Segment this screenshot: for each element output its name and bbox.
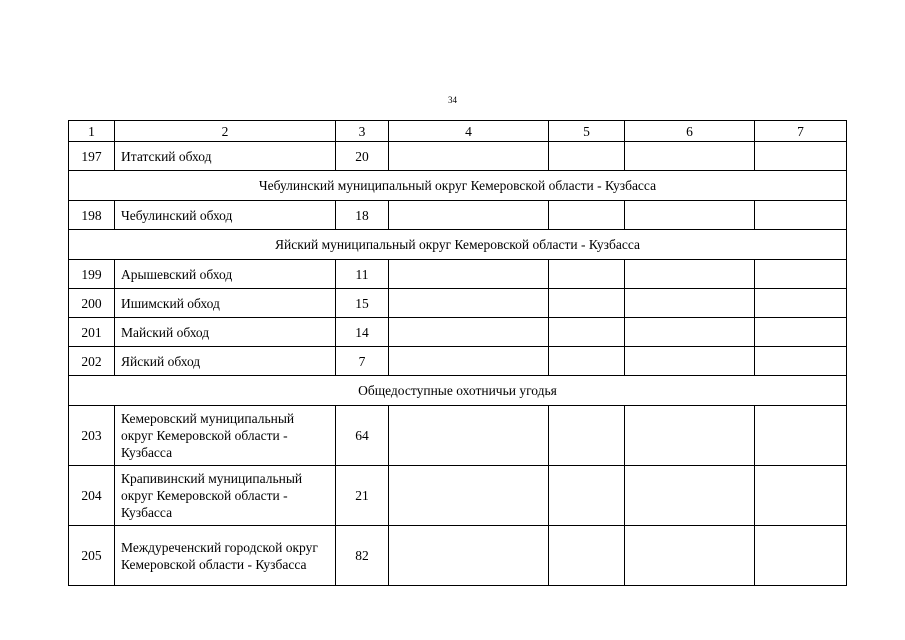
area-name: Ишимский обход xyxy=(115,289,336,318)
empty-cell xyxy=(549,406,625,466)
section-row xyxy=(69,171,847,201)
area-count: 15 xyxy=(336,289,389,318)
area-name: Итатский обход xyxy=(115,142,336,171)
empty-cell xyxy=(549,289,625,318)
hunting-grounds-table xyxy=(68,120,847,586)
area-count: 21 xyxy=(336,466,389,526)
empty-cell xyxy=(389,289,549,318)
empty-cell xyxy=(389,201,549,230)
empty-cell xyxy=(755,289,847,318)
table-row xyxy=(69,201,847,230)
empty-cell xyxy=(755,201,847,230)
empty-cell xyxy=(389,260,549,289)
empty-cell xyxy=(389,406,549,466)
row-number: 205 xyxy=(69,526,115,586)
empty-cell xyxy=(549,347,625,376)
empty-cell xyxy=(549,466,625,526)
area-count: 14 xyxy=(336,318,389,347)
empty-cell xyxy=(625,347,755,376)
empty-cell xyxy=(389,142,549,171)
table-row xyxy=(69,260,847,289)
row-number: 200 xyxy=(69,289,115,318)
row-number: 204 xyxy=(69,466,115,526)
section-title: Яйский муниципальный округ Кемеровской области - Кузбасса xyxy=(69,230,847,260)
empty-cell xyxy=(389,318,549,347)
section-title: Общедоступные охотничьи угодья xyxy=(69,376,847,406)
area-name: Междуреченский городской округ Кемеровской области - Кузбасса xyxy=(115,526,336,586)
section-row xyxy=(69,376,847,406)
empty-cell xyxy=(625,526,755,586)
table-row xyxy=(69,289,847,318)
area-name: Крапивинский муниципальный округ Кемеровской области - Кузбасса xyxy=(115,466,336,526)
area-name: Чебулинский обход xyxy=(115,201,336,230)
column-header: 7 xyxy=(755,121,847,142)
empty-cell xyxy=(625,201,755,230)
table-row xyxy=(69,406,847,466)
area-count: 82 xyxy=(336,526,389,586)
section-title: Чебулинский муниципальный округ Кемеровской области - Кузбасса xyxy=(69,171,847,201)
empty-cell xyxy=(625,260,755,289)
empty-cell xyxy=(755,526,847,586)
empty-cell xyxy=(549,526,625,586)
row-number: 199 xyxy=(69,260,115,289)
empty-cell xyxy=(755,347,847,376)
empty-cell xyxy=(549,318,625,347)
empty-cell xyxy=(625,466,755,526)
empty-cell xyxy=(755,466,847,526)
row-number: 201 xyxy=(69,318,115,347)
column-header: 2 xyxy=(115,121,336,142)
column-header: 5 xyxy=(549,121,625,142)
column-header: 1 xyxy=(69,121,115,142)
area-name: Яйский обход xyxy=(115,347,336,376)
empty-cell xyxy=(755,142,847,171)
column-number-header-row xyxy=(69,121,847,142)
column-header: 4 xyxy=(389,121,549,142)
empty-cell xyxy=(549,142,625,171)
area-count: 7 xyxy=(336,347,389,376)
empty-cell xyxy=(549,201,625,230)
row-number: 197 xyxy=(69,142,115,171)
empty-cell xyxy=(755,406,847,466)
row-number: 198 xyxy=(69,201,115,230)
row-number: 203 xyxy=(69,406,115,466)
column-header: 3 xyxy=(336,121,389,142)
section-row xyxy=(69,230,847,260)
page-number: 34 xyxy=(448,95,457,105)
empty-cell xyxy=(625,406,755,466)
empty-cell xyxy=(549,260,625,289)
column-header: 6 xyxy=(625,121,755,142)
row-number: 202 xyxy=(69,347,115,376)
area-name: Арышевский обход xyxy=(115,260,336,289)
area-name: Кемеровский муниципальный округ Кемеровской области - Кузбасса xyxy=(115,406,336,466)
table-row xyxy=(69,347,847,376)
area-count: 18 xyxy=(336,201,389,230)
empty-cell xyxy=(755,318,847,347)
empty-cell xyxy=(755,260,847,289)
empty-cell xyxy=(625,289,755,318)
area-count: 11 xyxy=(336,260,389,289)
area-count: 64 xyxy=(336,406,389,466)
empty-cell xyxy=(625,142,755,171)
table-row xyxy=(69,466,847,526)
empty-cell xyxy=(389,347,549,376)
area-count: 20 xyxy=(336,142,389,171)
empty-cell xyxy=(389,466,549,526)
table-row xyxy=(69,526,847,586)
area-name: Майский обход xyxy=(115,318,336,347)
empty-cell xyxy=(625,318,755,347)
table-row xyxy=(69,318,847,347)
table-row xyxy=(69,142,847,171)
empty-cell xyxy=(389,526,549,586)
